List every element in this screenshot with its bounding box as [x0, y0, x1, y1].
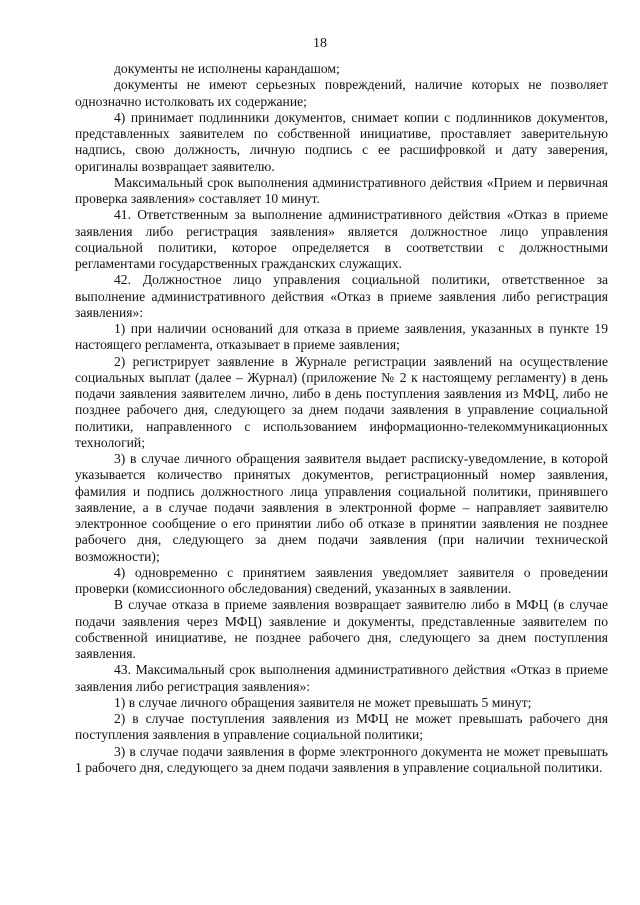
paragraph: 1) в случае личного обращения заявителя не может превышать 5 минут; [114, 694, 532, 710]
paragraph: 3) в случае личного обращения заявителя выдает расписку-уведомление, в которой указывается количество принятых документов, регистрационный номер заявления, фамилия и подпись должностного лица управления социальной политики, принявшего заявление, а в случае подачи заявления в электронной форме – направляет заявителю электронное сообщение о его принятии либо об отказе в принятии заявления не позднее рабочего дня, следующего за днем подачи заявления (при наличии технической возможности); [75, 451, 608, 564]
paragraph: 2) регистрирует заявление в Журнале регистрации заявлений на осуществление социальных выплат (далее – Журнал) (приложение № 2 к настоящему регламенту) в день подачи заявления заявителем лично, либо в день поступления заявления из МФЦ, либо не позднее рабочего дня, следующего за днем подачи заявления в управление социальной политики, направленного с использованием информационно-телекоммуникационных технологий; [75, 353, 608, 450]
paragraph: 43. Максимальный срок выполнения административного действия «Отказ в приеме заявления либо регистрация заявления»: [75, 662, 608, 694]
paragraph: 42. Должностное лицо управления социальной политики, ответственное за выполнение административного действия «Отказ в приеме заявления либо регистрация заявления»: [75, 272, 608, 320]
paragraph: 1) при наличии оснований для отказа в приеме заявления, указанных в пункте 19 настоящего регламента, отказывает в приеме заявления; [75, 321, 608, 353]
page-number: 18 [313, 36, 327, 51]
paragraph: Максимальный срок выполнения административного действия «Прием и первичная проверка заявления» составляет 10 минут. [75, 174, 608, 206]
paragraph: В случае отказа в приеме заявления возвращает заявителю либо в МФЦ (в случае подачи заявления через МФЦ) заявление и документы, представленные заявителем по собственной инициативе, не позднее рабочего дня, следующего за днем поступления заявления. [75, 597, 608, 661]
paragraph: 2) в случае поступления заявления из МФЦ не может превышать рабочего дня поступления заявления в управление социальной политики; [75, 711, 608, 743]
paragraph: 3) в случае подачи заявления в форме электронного документа не может превышать 1 рабочего дня, следующего за днем подачи заявления в управление социальной политики. [75, 743, 608, 775]
paragraph: документы не исполнены карандашом; [114, 61, 340, 76]
paragraph: 4) принимает подлинники документов, снимает копии с подлинников документов, представленных заявителем по собственной инициативе, проставляет заверительную надпись, свою должность, личную подпись с ее расшифровкой и дату заверения, оригиналы возвращает заявителю. [75, 109, 608, 174]
paragraph: документы не имеют серьезных повреждений, наличие которых не позволяет однозначно истолковать их содержание; [75, 77, 608, 109]
document-body [75, 61, 608, 776]
paragraph: 4) одновременно с принятием заявления уведомляет заявителя о проведении проверки (комиссионного обследования) сведений, указанных в заявлении. [75, 564, 608, 596]
paragraph: 41. Ответственным за выполнение административного действия «Отказ в приеме заявления либо регистрация заявления» является должностное лицо управления социальной политики, которое определяется в соответствии с должностными регламентами государственных гражданских служащих. [75, 207, 608, 271]
